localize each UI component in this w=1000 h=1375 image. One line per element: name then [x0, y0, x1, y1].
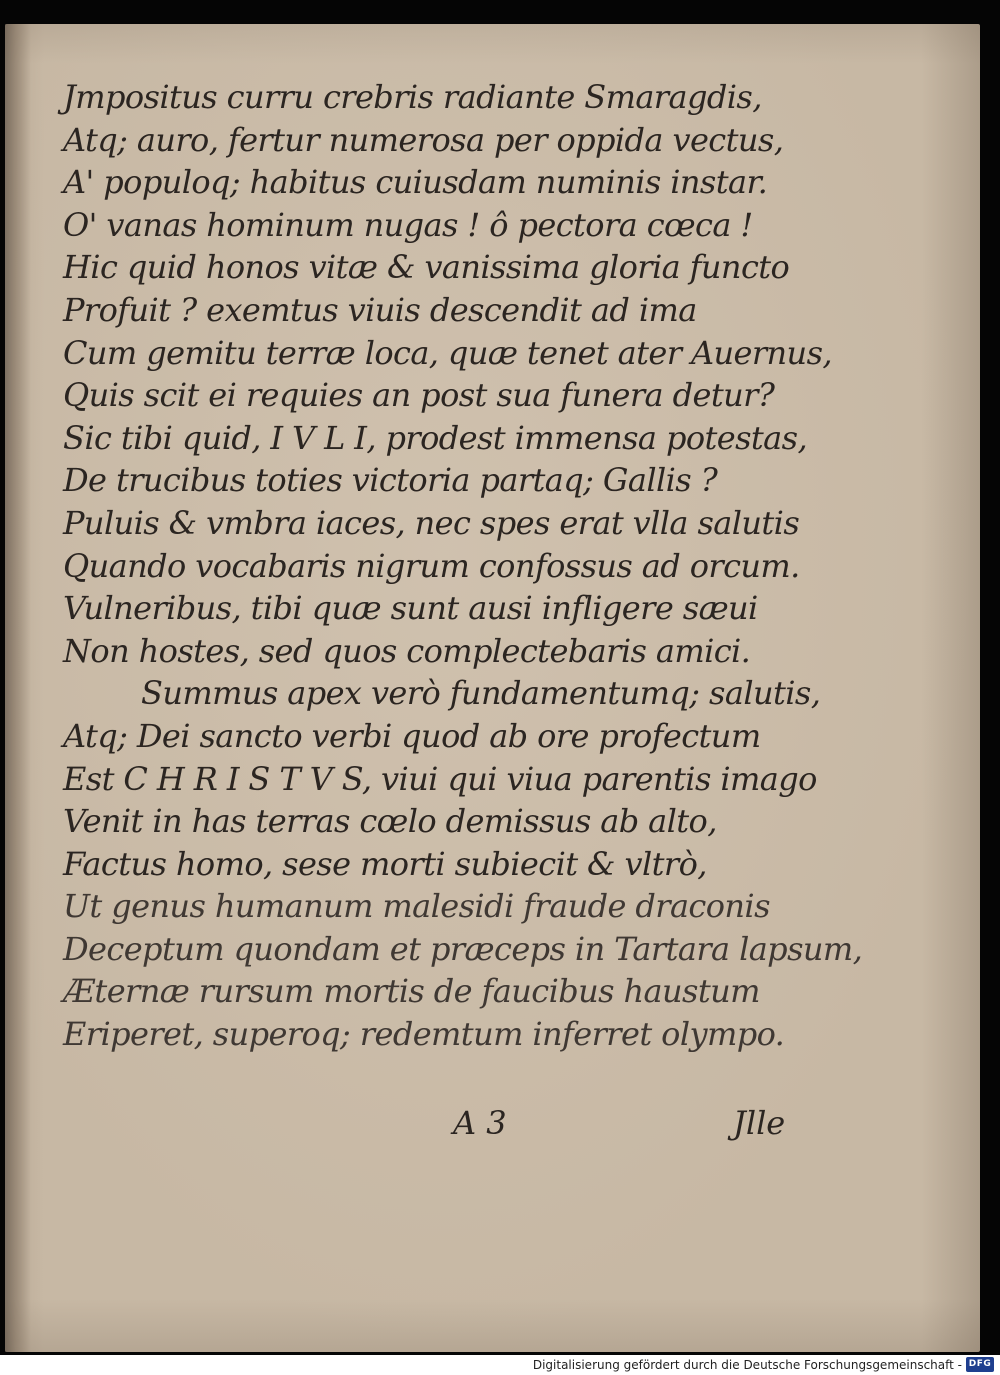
verse-line-8: Quis scit ei requies an post sua funera detur?: [63, 376, 775, 415]
verse-line-3: A' populoq; habitus cuiusdam numinis instar.: [63, 163, 768, 202]
verse-line-6: Profuit ? exemtus viuis descendit ad ima: [63, 290, 697, 329]
verse-line-1: Jmpositus curru crebris radiante Smaragdis,: [63, 78, 762, 116]
verse-line-15: Summus apex verò fundamentumq; salutis,: [141, 674, 821, 713]
verse-line-9: Sic tibi quid, I V L I, prodest immensa potestas,: [63, 418, 808, 457]
verse-line-17: Est C H R I S T V S, viui qui viua parentis imago: [63, 759, 817, 798]
verse-line-19: Factus homo, sese morti subiecit & vltrò,: [63, 844, 707, 883]
verse-line-10: De trucibus toties victoria partaq; Gallis ?: [63, 461, 718, 500]
book-page: [5, 24, 980, 1352]
verse-line-20: Ut genus humanum malesidi fraude draconis: [63, 887, 770, 926]
digitization-footer: [0, 1355, 1000, 1375]
page-gutter-shadow: [5, 24, 31, 1352]
verse-line-16: Atq; Dei sancto verbi quod ab ore profectum: [63, 716, 761, 755]
verse-line-4: O' vanas hominum nugas ! ô pectora cœca !: [63, 205, 753, 244]
verse-line-13: Vulneribus, tibi quæ sunt ausi infligere sæui: [63, 589, 758, 628]
verse-line-11: Puluis & vmbra iaces, nec spes erat vlla salutis: [63, 503, 800, 542]
verse-line-21: Deceptum quondam et præceps in Tartara lapsum,: [63, 929, 863, 968]
verse-line-7: Cum gemitu terræ loca, quæ tenet ater Auernus,: [63, 333, 832, 372]
verse-line-14: Non hostes, sed quos complectebaris amici.: [63, 631, 751, 670]
verse-line-22: Æternæ rursum mortis de faucibus haustum: [63, 972, 760, 1011]
verse-line-23: Eriperet, superoq; redemtum inferret olympo.: [63, 1015, 785, 1054]
verse-block: [63, 76, 863, 1056]
catchword: Jlle: [733, 1104, 786, 1142]
verse-line-18: Venit in has terras cœlo demissus ab alto,: [63, 802, 717, 841]
signature-mark: A 3: [453, 1104, 507, 1142]
verse-line-5: Hic quid honos vitæ & vanissima gloria functo: [63, 248, 790, 287]
verse-line-2: Atq; auro, fertur numerosa per oppida vectus,: [63, 120, 784, 159]
verse-line-12: Quando vocabaris nigrum confossus ad orcum.: [63, 546, 800, 585]
dfg-logo[interactable]: DFG: [966, 1357, 994, 1372]
funding-credit: Digitalisierung gefördert durch die Deutsche Forschungsgemeinschaft -: [532, 1358, 962, 1372]
